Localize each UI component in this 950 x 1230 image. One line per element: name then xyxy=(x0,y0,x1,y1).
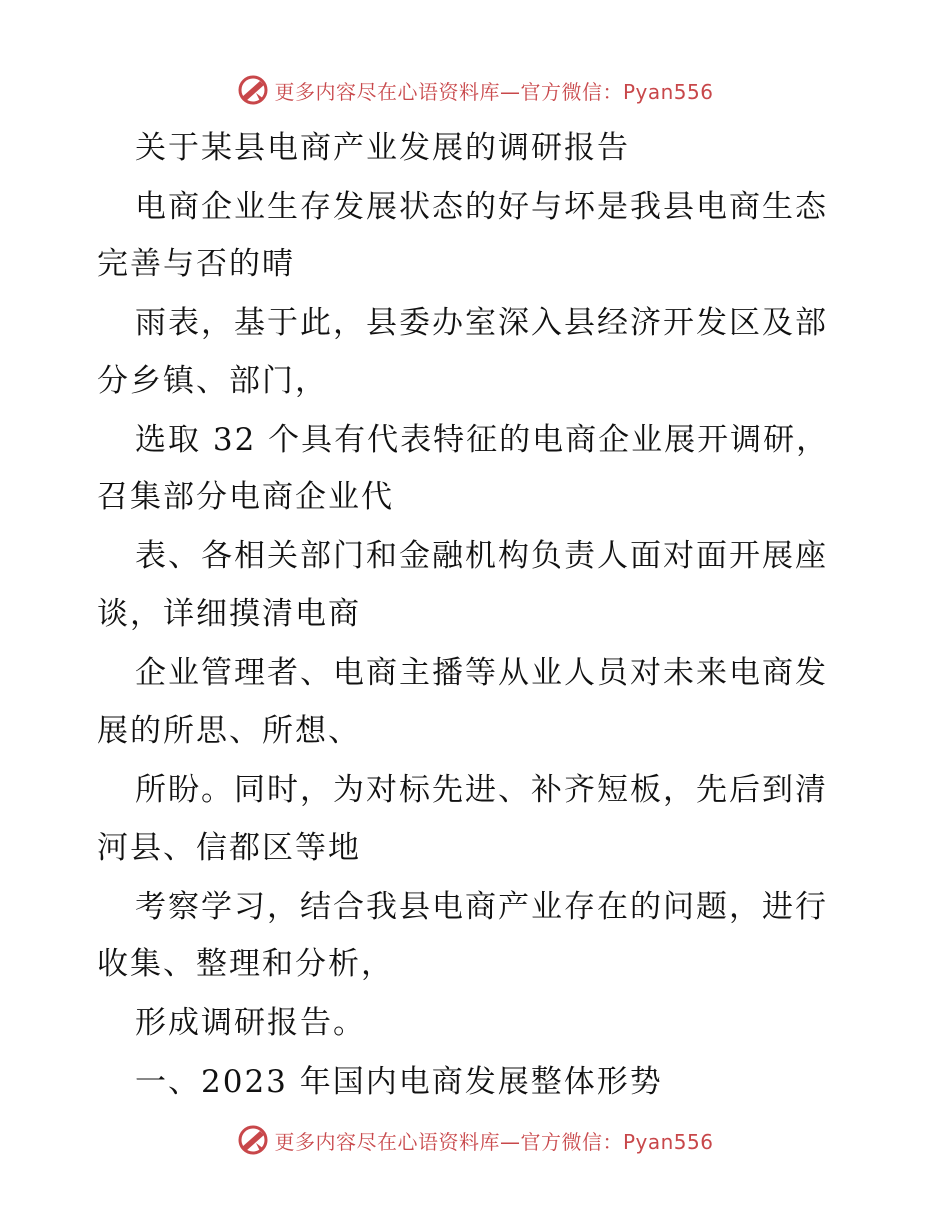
paragraph-line: 选取 32 个具有代表特征的电商企业展开调研， xyxy=(135,422,830,458)
section-heading: 一、2023 年国内电商发展整体形势 xyxy=(135,1064,663,1100)
pen-circle-logo-icon xyxy=(236,1123,270,1157)
watermark-text: 更多内容尽在心语资料库—官方微信：Pyan556 xyxy=(274,79,714,104)
paragraph-line: 分乡镇、部门， xyxy=(97,363,328,399)
paragraph-line: 考察学习，结合我县电商产业存在的问题，进行 xyxy=(135,889,828,925)
paragraph-line: 谈，详细摸清电商 xyxy=(97,596,361,632)
paragraph-line: 召集部分电商企业代 xyxy=(97,479,394,515)
watermark-footer xyxy=(0,1120,950,1160)
document-title: 关于某县电商产业发展的调研报告 xyxy=(135,130,630,166)
watermark-text: 更多内容尽在心语资料库—官方微信：Pyan556 xyxy=(274,1129,714,1154)
paragraph-line: 雨表，基于此，县委办室深入县经济开发区及部 xyxy=(135,305,828,341)
paragraph-line: 形成调研报告。 xyxy=(135,1005,366,1041)
paragraph-line: 展的所思、所想、 xyxy=(97,713,361,749)
paragraph-line: 电商企业生存发展状态的好与坏是我县电商生态 xyxy=(135,189,828,225)
paragraph-line: 表、各相关部门和金融机构负责人面对面开展座 xyxy=(135,538,828,574)
paragraph-line: 完善与否的晴 xyxy=(97,246,295,282)
paragraph-line: 企业管理者、电商主播等从业人员对未来电商发 xyxy=(135,655,828,691)
paragraph-line: 所盼。同时，为对标先进、补齐短板，先后到清 xyxy=(135,772,828,808)
paragraph-line: 收集、整理和分析， xyxy=(97,946,394,982)
paragraph-line: 河县、信都区等地 xyxy=(97,830,361,866)
watermark-header xyxy=(0,70,950,110)
pen-circle-logo-icon xyxy=(236,73,270,107)
